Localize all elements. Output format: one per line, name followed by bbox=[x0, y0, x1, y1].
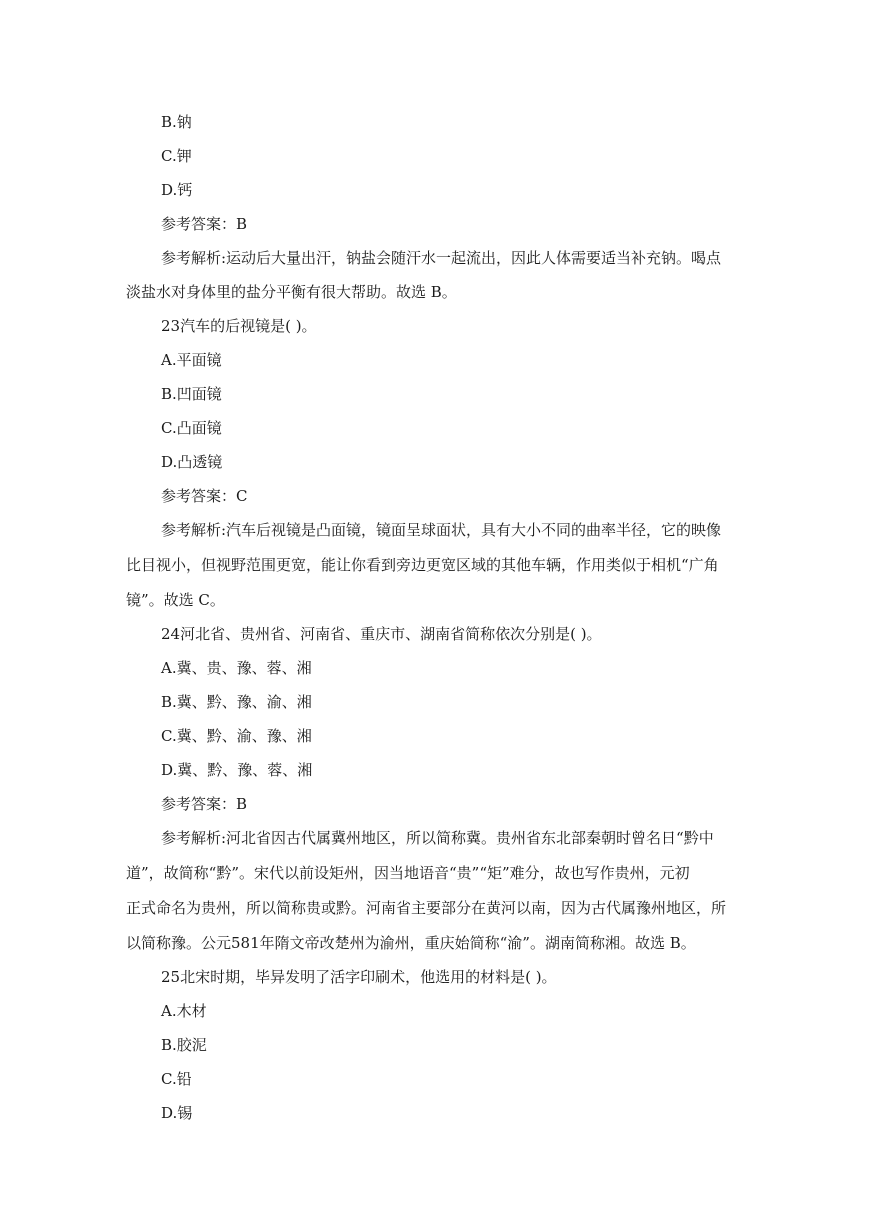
explanation-24-line-4: 以简称豫。公元581年隋文帝改楚州为渝州，重庆始简称“渝”。湖南简称湘。故选 B。 bbox=[126, 934, 696, 952]
option-b-23: B.凹面镜 bbox=[161, 385, 222, 403]
explanation-24-line-2: 道”，故简称“黔”。宋代以前设矩州，因当地语音“贵”“矩”难分，故也写作贵州，元初 bbox=[126, 864, 690, 882]
option-b-25: B.胶泥 bbox=[161, 1036, 207, 1054]
explanation-23-line-1: 参考解析:汽车后视镜是凸面镜，镜面呈球面状，具有大小不同的曲率半径，它的映像 bbox=[161, 521, 722, 539]
option-c-25: C.铅 bbox=[161, 1070, 192, 1088]
explanation-23-line-2: 比目视小，但视野范围更宽，能让你看到旁边更宽区域的其他车辆，作用类似于相机“广角 bbox=[126, 556, 719, 574]
explanation-22-line-2: 淡盐水对身体里的盐分平衡有很大帮助。故选 B。 bbox=[126, 283, 457, 301]
option-c-potassium: C.钾 bbox=[161, 147, 192, 165]
question-25: 25北宋时期，毕异发明了活字印刷术，他选用的材料是( )。 bbox=[161, 968, 557, 986]
option-d-25: D.锡 bbox=[161, 1104, 193, 1122]
answer-23: 参考答案：C bbox=[161, 487, 248, 505]
explanation-24-line-1: 参考解析:河北省因古代属冀州地区，所以简称冀。贵州省东北部秦朝时曾名日“黔中 bbox=[161, 829, 714, 847]
option-d-calcium: D.钙 bbox=[161, 181, 193, 199]
option-d-24: D.冀、黔、豫、蓉、湘 bbox=[161, 761, 313, 779]
question-24: 24河北省、贵州省、河南省、重庆市、湖南省简称依次分别是( )。 bbox=[161, 625, 602, 643]
explanation-22-line-1: 参考解析:运动后大量出汗，钠盐会随汗水一起流出，因此人体需要适当补充钠。喝点 bbox=[161, 249, 722, 267]
option-a-25: A.木材 bbox=[161, 1002, 207, 1020]
option-d-23: D.凸透镜 bbox=[161, 453, 223, 471]
option-a-23: A.平面镜 bbox=[161, 351, 222, 369]
explanation-24-line-3: 正式命名为贵州，所以简称贵或黔。河南省主要部分在黄河以南，因为古代属豫州地区，所 bbox=[126, 899, 727, 917]
option-b-sodium: B.钠 bbox=[161, 113, 192, 131]
option-c-23: C.凸面镜 bbox=[161, 419, 222, 437]
option-a-24: A.冀、贵、豫、蓉、湘 bbox=[161, 659, 312, 677]
explanation-23-line-3: 镜”。故选 C。 bbox=[126, 591, 225, 609]
answer-24: 参考答案：B bbox=[161, 795, 248, 813]
option-c-24: C.冀、黔、渝、豫、湘 bbox=[161, 727, 312, 745]
option-b-24: B.冀、黔、豫、渝、湘 bbox=[161, 693, 312, 711]
question-23: 23汽车的后视镜是( )。 bbox=[161, 317, 317, 335]
answer-22: 参考答案：B bbox=[161, 215, 248, 233]
